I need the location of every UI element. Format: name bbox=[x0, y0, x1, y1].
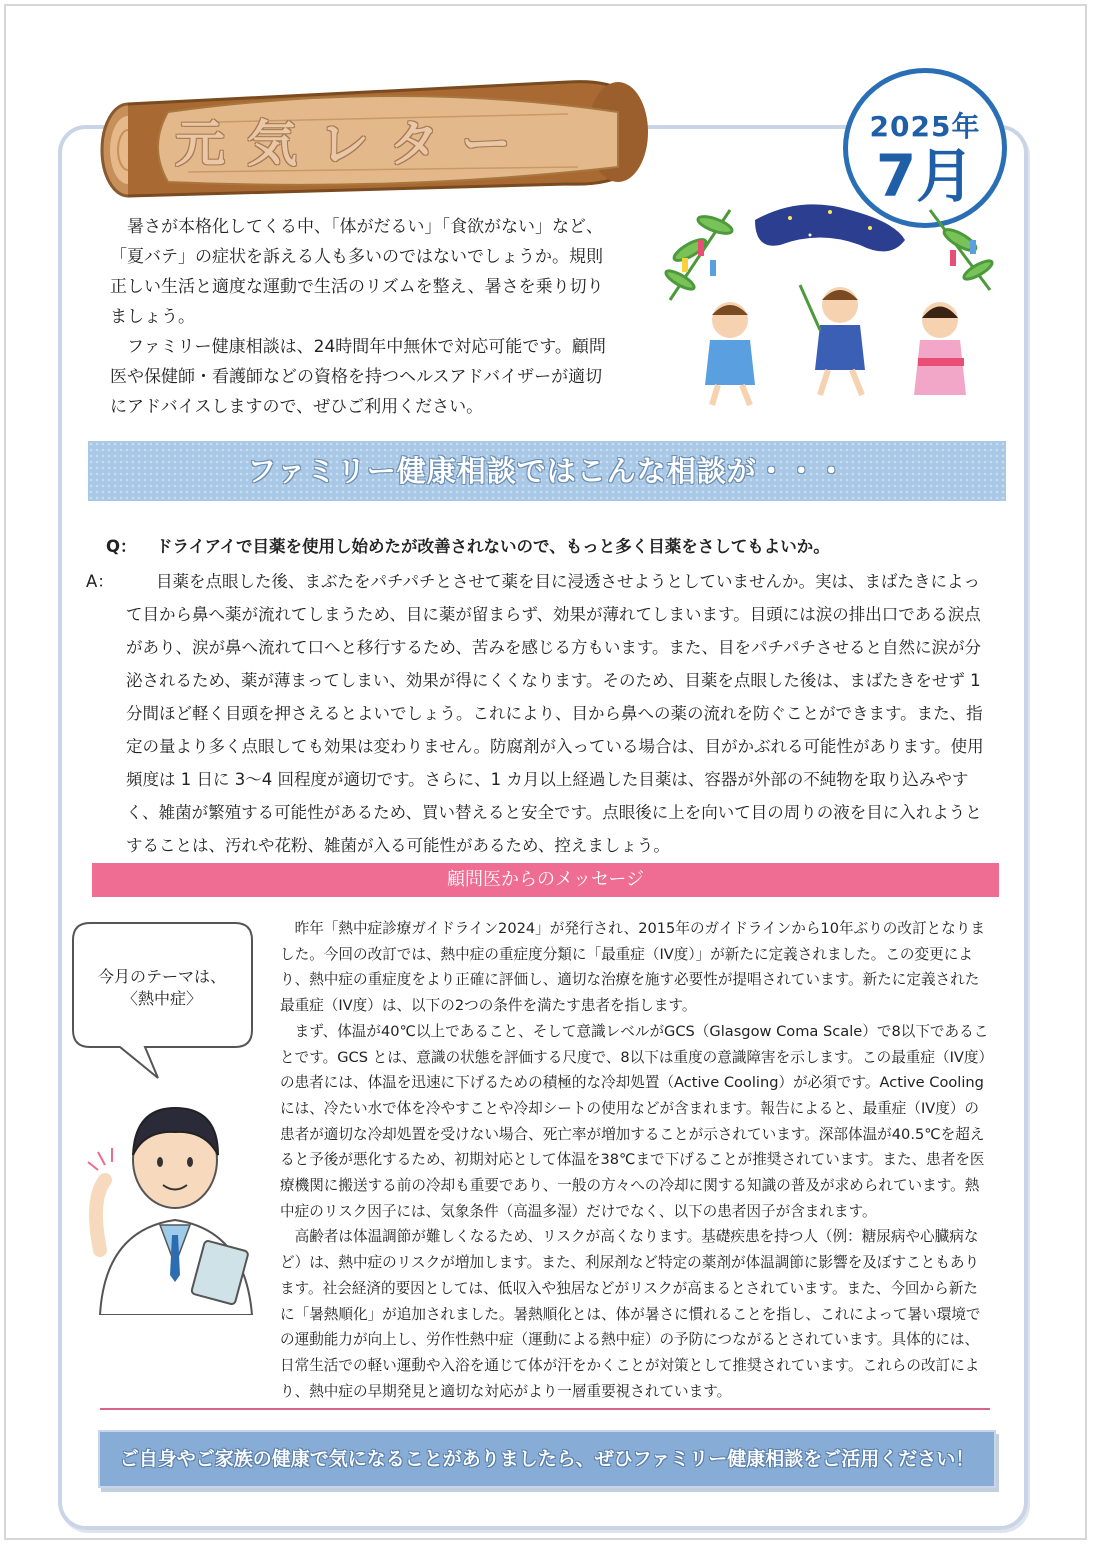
tanabata-children-illustration bbox=[660, 190, 1000, 420]
intro-paragraph-1: 暑さが本格化してくる中、「体がだるい」「食欲がない」など、「夏バテ」の症状を訴える人も多いのではないでしょうか。規則正しい生活と適度な運動で生活のリズムを整え、暑さを乗り切りましょう。 bbox=[110, 217, 604, 327]
section-divider bbox=[100, 1408, 990, 1410]
question-text: ドライアイで目薬を使用し始めたが改善されないので、もっと多く目薬をさしてもよいか。 bbox=[156, 537, 830, 556]
bubble-line-2: 〈熱中症〉 bbox=[121, 989, 202, 1008]
date-month: 7月 bbox=[875, 142, 975, 210]
intro-text bbox=[110, 212, 615, 422]
article-paragraph-1: 昨年「熱中症診療ガイドライン2024」が発行され、2015年のガイドラインから10年ぶりの改訂となりました。今回の改訂では、熱中症の重症度分類に「最重症（IV度）」が新たに定義されました。この変更により、熱中症の重症度をより正確に評価し、適切な治療を施す必要性が提唱されています。新たに定義された最重症（IV度）は、以下の2つの条件を満たす患者を指します。 bbox=[280, 920, 985, 1015]
question-mark: Q： bbox=[106, 537, 137, 556]
newsletter-title: 元気レター bbox=[175, 114, 533, 173]
answer-text: 目薬を点眼した後、まぶたをパチパチとさせて薬を目に浸透させようとしていませんか。実は、まばたきによって目から鼻へ薬が流れてしまうため、目に薬が留まらず、効果が薄れてしまいます。目頭には涙の排出口である涙点があり、涙が鼻へ流れて口へと移行するため、苦みを感じる方もいます。また、目をパチパチさせると自然に涙が分泌されるため、薬が薄まってしまい、効果が得にくくなります。そのため、目薬を点眼した後は、まばたきをせず 1 分間ほど軽く目頭を押さえるとよいでしょう。これにより、目から鼻への薬の流れを防ぐことができます。また、指定の量より多く点眼しても効果は変わりません。防腐剤が入っている場合は、目がかぶれる可能性があります。使用頻度は 1 日に 3～4 回程度が適切です。さらに、1 カ月以上経過した目薬は、容器が外部の不純物を取り込みやすく、雑菌が繁殖する可能性があるため、買い替えると安全です。点眼後に上を向いて目の周りの液を目に入れようとすることは、汚れや花粉、雑菌が入る可能性があるため、控えましょう。 bbox=[126, 572, 984, 855]
bubble-line-1: 今月のテーマは、 bbox=[97, 967, 226, 986]
qa-section bbox=[86, 533, 986, 862]
question-row bbox=[106, 533, 986, 561]
doctor-message-bar: 顧問医からのメッセージ bbox=[92, 863, 999, 897]
bubble-text bbox=[82, 966, 242, 1010]
footer-banner: ご自身やご家族の健康で気になることがありましたら、ぜひファミリー健康相談をご活用ください！ bbox=[98, 1430, 996, 1488]
article-paragraph-2: まず、体温が40℃以上であること、そして意識レベルがGCS（Glasgow Coma Scale）で8以下であることです。GCS とは、意識の状態を評価する尺度で、8以下は重度の意識障害を示します。この最重症（IV度）の患者には、体温を迅速に下げるための積極的な冷却処置（Active Cooling）が必須です。Active Coolingには、冷たい水で体を冷やすことや冷却シートの使用などが含まれます。報告によると、最重症（IV度）の患者が適切な冷却処置を受けない場合、死亡率が増加することが示されています。深部体温が40.5℃を超えると予後が悪化するため、初期対応として体温を38℃まで下げることが推奨されています。また、患者を医療機関に搬送する前の冷却も重要であり、一般の方々への冷却に関する知識の普及が求められています。熱中症のリスク因子には、気象条件（高温多湿）だけでなく、以下の患者因子が含まれます。 bbox=[280, 1022, 989, 1220]
intro-paragraph-2: ファミリー健康相談は、24時間年中無休で対応可能です。顧問医や保健師・看護師などの資格を持つヘルスアドバイザーが適切にアドバイスしますので、ぜひご利用ください。 bbox=[110, 337, 606, 417]
consultation-banner: ファミリー健康相談ではこんな相談が・・・ bbox=[88, 441, 1006, 501]
doctor-article bbox=[280, 916, 992, 1404]
date-year: 2025年 bbox=[869, 110, 981, 143]
answer-mark: A： bbox=[86, 572, 114, 591]
article-paragraph-3: 高齢者は体温調節が難しくなるため、リスクが高くなります。基礎疾患を持つ人（例：糖尿病や心臓病など）は、熱中症のリスクが増加します。また、利尿剤など特定の薬剤が体温調節に影響を及ぼすこともあります。社会経済的要因としては、低収入や独居などがリスクが高まるとされています。また、今回から新たに「暑熱順化」が追加されました。暑熱順化とは、体が暑さに慣れることを指し、これによって暑い環境での運動能力が向上し、労作性熱中症（運動による熱中症）の予防につながるとされています。具体的には、日常生活での軽い運動や入浴を通じて体が汗をかくことが対策として推奨されています。これらの改訂により、熱中症の早期発見と適切な対応がより一層重要視されています。 bbox=[280, 1228, 981, 1400]
answer-row bbox=[86, 565, 986, 862]
doctor-illustration bbox=[80, 1090, 270, 1315]
